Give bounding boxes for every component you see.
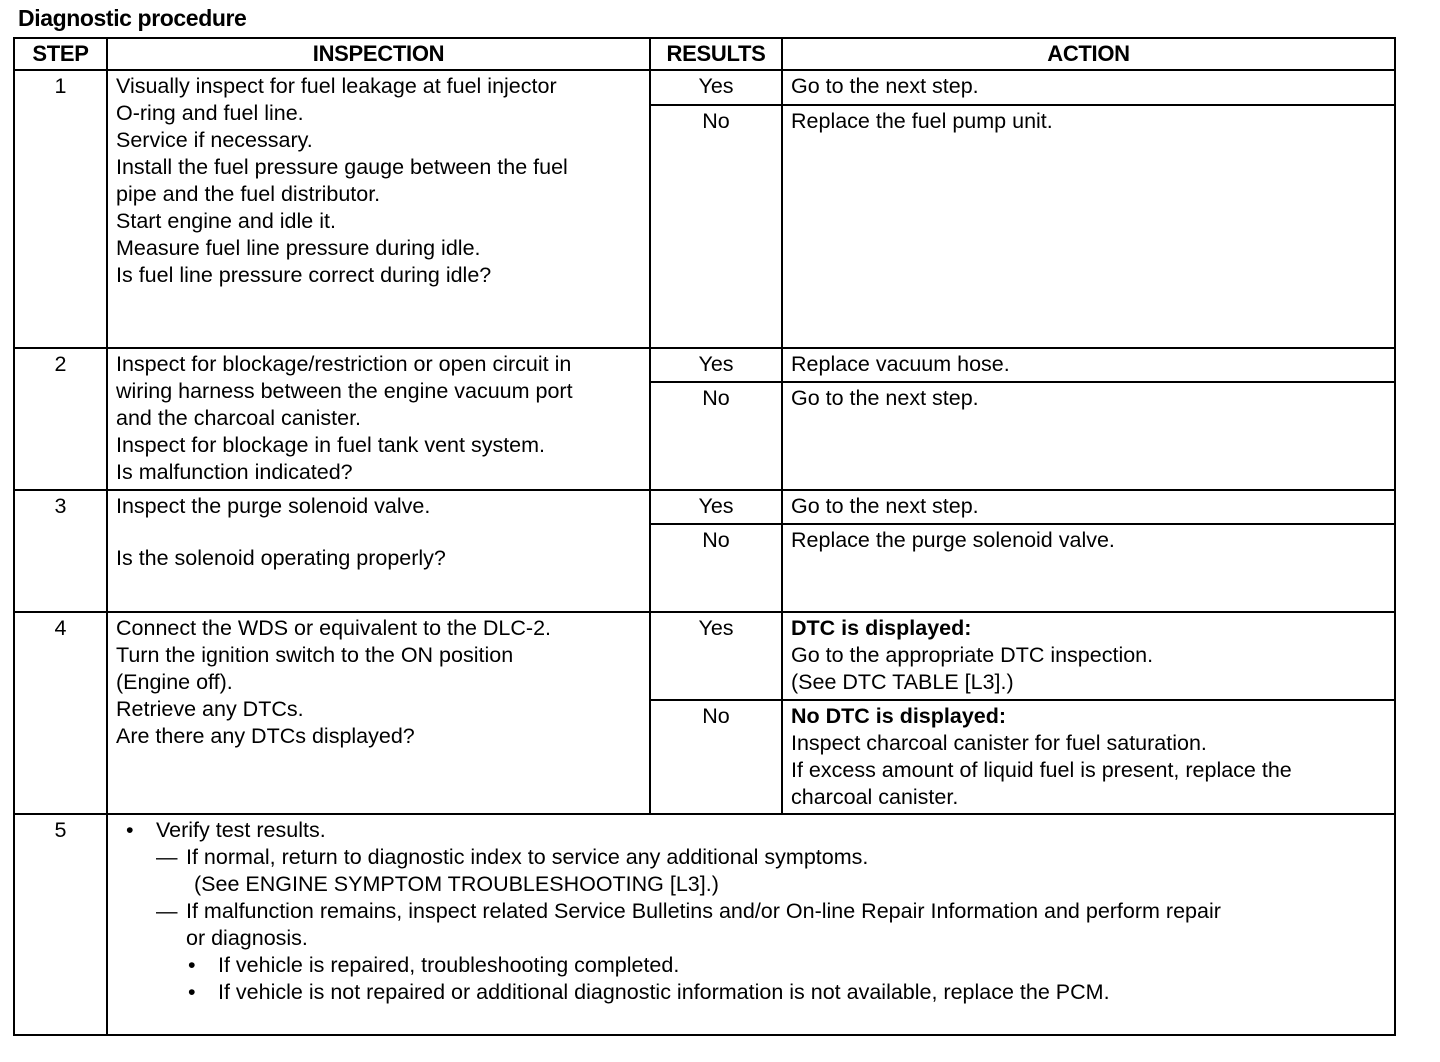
action-line: Inspect charcoal canister for fuel saturation.	[791, 731, 1207, 755]
step-number: 1	[14, 70, 107, 348]
inspection-line: Is fuel line pressure correct during idle?	[116, 263, 492, 287]
action-cell: Go to the next step.	[782, 70, 1395, 105]
inspection-line: Is malfunction indicated?	[116, 460, 353, 484]
step-number: 2	[14, 348, 107, 490]
result-yes: Yes	[650, 348, 782, 382]
action-heading: DTC is displayed:	[791, 616, 972, 640]
malfunction-line: — If malfunction remains, inspect related Service Bulletins and/or On-line Repair Information and perform repair	[156, 899, 1221, 923]
inspection-line: Retrieve any DTCs.	[116, 697, 304, 721]
see-reference-line: (See ENGINE SYMPTOM TROUBLESHOOTING [L3].)	[194, 872, 719, 896]
table-row	[14, 490, 1395, 524]
verify-line: • Verify test results.	[118, 817, 1386, 844]
repaired-line: • If vehicle is repaired, troubleshooting completed.	[118, 952, 1386, 979]
result-no: No	[650, 700, 782, 814]
normal-line: — If normal, return to diagnostic index to service any additional symptoms.	[156, 845, 869, 869]
action-line: Go to the appropriate DTC inspection.	[791, 643, 1154, 667]
malfunction-line-cont: or diagnosis.	[186, 926, 308, 950]
result-no: No	[650, 382, 782, 490]
result-no: No	[650, 524, 782, 612]
action-cell: Replace the purge solenoid valve.	[782, 524, 1395, 612]
action-cell: Go to the next step.	[782, 490, 1395, 524]
header-results: RESULTS	[650, 38, 782, 70]
header-action: ACTION	[782, 38, 1395, 70]
action-line: If excess amount of liquid fuel is present, replace the	[791, 758, 1292, 782]
header-inspection: INSPECTION	[107, 38, 650, 70]
inspection-line: wiring harness between the engine vacuum port	[116, 379, 573, 403]
inspection-line: Start engine and idle it.	[116, 209, 336, 233]
step-number: 3	[14, 490, 107, 612]
inspection-line: Install the fuel pressure gauge between the fuel	[116, 155, 568, 179]
inspection-line: and the charcoal canister.	[116, 406, 362, 430]
inspection-line: Are there any DTCs displayed?	[116, 724, 415, 748]
inspection-cell	[107, 70, 650, 348]
inspection-line: Connect the WDS or equivalent to the DLC-2.	[116, 616, 551, 640]
inspection-line: Measure fuel line pressure during idle.	[116, 236, 481, 260]
action-line: (See DTC TABLE [L3].)	[791, 670, 1014, 694]
inspection-cell	[107, 348, 650, 490]
result-no: No	[650, 105, 782, 348]
inspection-line: Inspect for blockage/restriction or open circuit in	[116, 352, 572, 376]
inspection-line: Service if necessary.	[116, 128, 313, 152]
diagnostic-procedure-table	[13, 37, 1396, 1036]
inspection-cell	[107, 612, 650, 814]
page-title: Diagnostic procedure	[18, 5, 247, 31]
table-row	[14, 612, 1395, 700]
inspection-line: O-ring and fuel line.	[116, 101, 304, 125]
inspection-line: (Engine off).	[116, 670, 233, 694]
not-repaired-line: • If vehicle is not repaired or additional diagnostic information is not available, replace the PCM.	[118, 979, 1386, 1006]
inspection-cell	[107, 490, 650, 612]
action-cell	[782, 700, 1395, 814]
verify-cell	[107, 814, 1395, 1035]
inspection-line: Is the solenoid operating properly?	[116, 546, 446, 570]
step-number: 4	[14, 612, 107, 814]
action-heading: No DTC is displayed:	[791, 704, 1007, 728]
result-yes: Yes	[650, 612, 782, 700]
inspection-line: Turn the ignition switch to the ON position	[116, 643, 514, 667]
inspection-line: Inspect for blockage in fuel tank vent system.	[116, 433, 546, 457]
action-cell: Go to the next step.	[782, 382, 1395, 490]
table-row	[14, 70, 1395, 105]
step-number: 5	[14, 814, 107, 1035]
header-step: STEP	[14, 38, 107, 70]
inspection-line: Visually inspect for fuel leakage at fuel injector	[116, 74, 557, 98]
inspection-line: pipe and the fuel distributor.	[116, 182, 381, 206]
action-cell	[782, 612, 1395, 700]
result-yes: Yes	[650, 70, 782, 105]
table-row	[14, 814, 1395, 1035]
action-cell: Replace vacuum hose.	[782, 348, 1395, 382]
action-cell: Replace the fuel pump unit.	[782, 105, 1395, 348]
result-yes: Yes	[650, 490, 782, 524]
inspection-line: Inspect the purge solenoid valve.	[116, 494, 431, 518]
action-line: charcoal canister.	[791, 785, 959, 809]
table-row	[14, 348, 1395, 382]
table-header-row	[14, 38, 1395, 70]
